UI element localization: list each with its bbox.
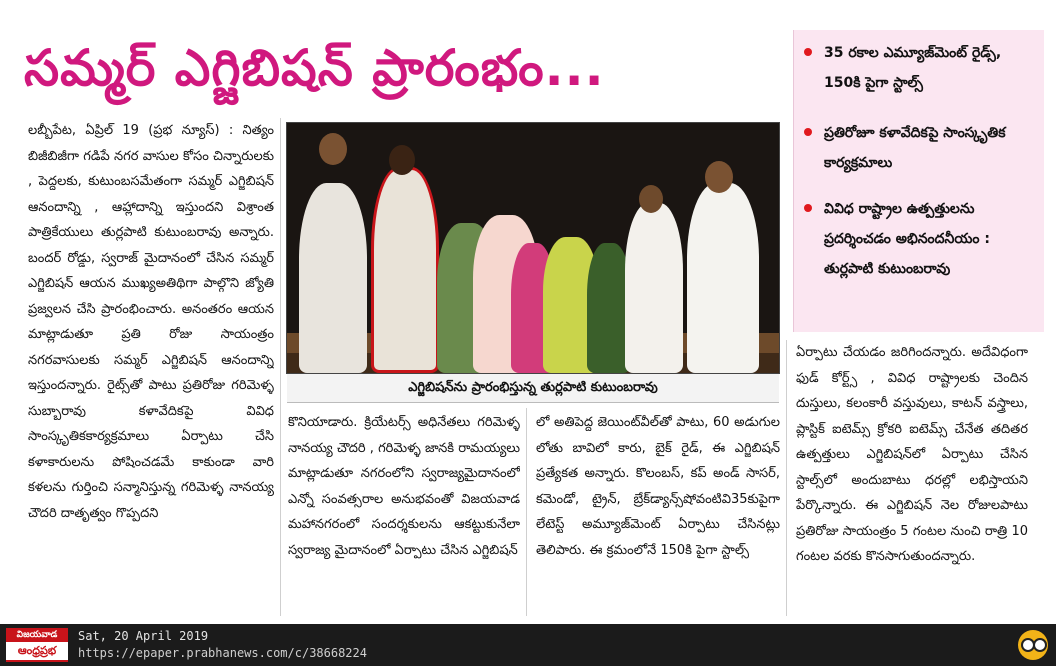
highlight-item: 35 రకాల ఎమ్యూజ్‌మెంట్ రైడ్స్, 150కి పైగా స్టాల్స్ xyxy=(806,38,1036,98)
epaper-footer xyxy=(0,624,1056,666)
photo-head xyxy=(639,185,663,213)
event-photo xyxy=(286,122,780,374)
photo-person xyxy=(371,167,439,373)
bullet-icon xyxy=(804,204,812,212)
photo-person xyxy=(299,183,367,373)
highlight-item: వివిధ రాష్ట్రాల ఉత్పత్తులను ప్రదర్శించడం అభినందనీయం : తుర్లపాటి కుటుంబరావు xyxy=(806,194,1036,284)
publication-logo: విజయవాడ ఆంధ్రప్రభ xyxy=(6,628,68,662)
column-divider xyxy=(280,118,281,616)
article-column-3: లో అతిపెద్ద జెయింట్‌వీల్‌తో పాటు, 60 అడుగుల లోతు బావిలో కారు, బైక్ రైడ్, ఈ ఎగ్జిబిషన్ ప్రత్యేకత అన్నారు. కొలంబస్, కప్ అండ్ సాసర్, కమెండో, ట్రైన్, బ్రేక్‌డ్యాన్స్‌షోవంటివి35కుపైగా లేటెస్ట్ అమ్యూజ్‌మెంట్ ఏర్పాటు చేసినట్లు తెలిపారు. ఈ క్రమంలోనే 150కి పైగా స్టాల్స్ xyxy=(536,415,780,558)
photo-head xyxy=(319,133,347,165)
top-strip xyxy=(0,0,1056,10)
bullet-icon xyxy=(804,48,812,56)
highlights-box xyxy=(793,30,1044,332)
article-column-4: ఏర్పాటు చేయడం జరిగిందన్నారు. అదేవిధంగా ఫుడ్ కోర్ట్స్ , వివిధ రాష్ట్రాలకు చెందిన దుస్తులు, కలంకారీ వస్తువులు, కాటన్ వస్త్రాలు, ప్లాస్టిక్ ఐటెమ్స్ క్రోకరి ఐటెమ్స్ చేనేత తదితర ఉత్పత్తులు ఎగ్జిబిషన్‌లో ఏర్పాటు చేసిన స్టాల్స్‌లో అందుబాటు ధరల్లో లభిస్తాయని పేర్కొన్నారు. ఈ ఎగ్జిబిషన్ నెల రోజులపాటు ప్రతిరోజు సాయంత్రం 5 గంటల నుంచి రాత్రి 10 గంటల వరకు కొనసాగుతుందన్నారు. xyxy=(796,345,1028,564)
bullet-icon xyxy=(804,128,812,136)
photo-caption: ఎగ్జిబిషన్‌ను ప్రారంభిస్తున్న తుర్లపాటి కుటుంబరావు xyxy=(287,374,779,403)
edition-url[interactable]: https://epaper.prabhanews.com/c/38668224 xyxy=(78,646,367,660)
column-divider xyxy=(526,408,527,616)
column-divider xyxy=(786,340,787,616)
article-column-2: కొనియాడారు. క్రియేటర్స్ అధినేతలు గరిమెళ్ళ నానయ్య చౌదరి , గరిమెళ్ళ జానకి రామయ్యలు మాట్లాడుతూ నగరంలోని స్వరాజ్యమైదానంలో ఎన్నో సంవత్సరాల అనుభవంతో విజయవాడ మహానగరంలో సందర్శకులను ఆకట్టుకునేలా స్వరాజ్య మైదానంలో ఏర్పాటు చేసిన ఎగ్జిబిషన్ xyxy=(288,415,520,558)
headline: సమ్మర్ ఎగ్జిబిషన్ ప్రారంభం... xyxy=(24,39,605,97)
photo-person xyxy=(625,203,683,373)
article-column-1: లబ్బీపేట, ఏప్రిల్ 19 (ప్రభ న్యూస్) : నిత్యం బిజీబిజీగా గడిపే నగర వాసుల కోసం చిన్నారులకు , పెద్దలకు, కుటుంబసమేతంగా సమ్మర్ ఎగ్జిబిషన్ ఆనందాన్ని , ఆహ్లాదాన్ని ఇస్తుందని విశ్రాంత పాత్రికేయులు తుర్లపాటి కుటుంబరావు అన్నారు. బందర్ రోడ్డు, స్వరాజ్ మైదానంలో చేసిన సమ్మర్ ఎగ్జిబిషన్ ఆయన ముఖ్యఅతిథిగా పాల్గొని జ్యోతి ప్రజ్వలన చేసి ప్రారంభించారు. అనంతరం ఆయన మాట్లాడుతూ ప్రతి రోజు సాయంత్రం నగరవాసులకు సమ్మర్ ఎగ్జిబిషన్ ఆనందాన్ని ఇస్తుందన్నారు. రైట్స్‌తో పాటు ప్రతిరోజు గరిమెళ్ళ సుబ్బారావు కళావేదికపై వివిధ సాంస్కృతికకార్యక్రమాలు ఏర్పాటు చేసి కళాకారులను పోషించడమే కాకుండా వారి కళలను గుర్తించి సన్మానిస్తున్న గరిమెళ్ళ నానయ్య చౌదరి దాతృత్వం గొప్పదని xyxy=(28,123,274,521)
photo-head xyxy=(389,145,415,175)
photo-person xyxy=(687,183,759,373)
highlight-item: ప్రతిరోజూ కళావేదికపై సాంస్కృతిక కార్యక్రమాలు xyxy=(806,118,1036,178)
photo-head xyxy=(705,161,733,193)
owl-icon xyxy=(1018,630,1048,660)
edition-date: Sat, 20 April 2019 xyxy=(78,629,209,643)
